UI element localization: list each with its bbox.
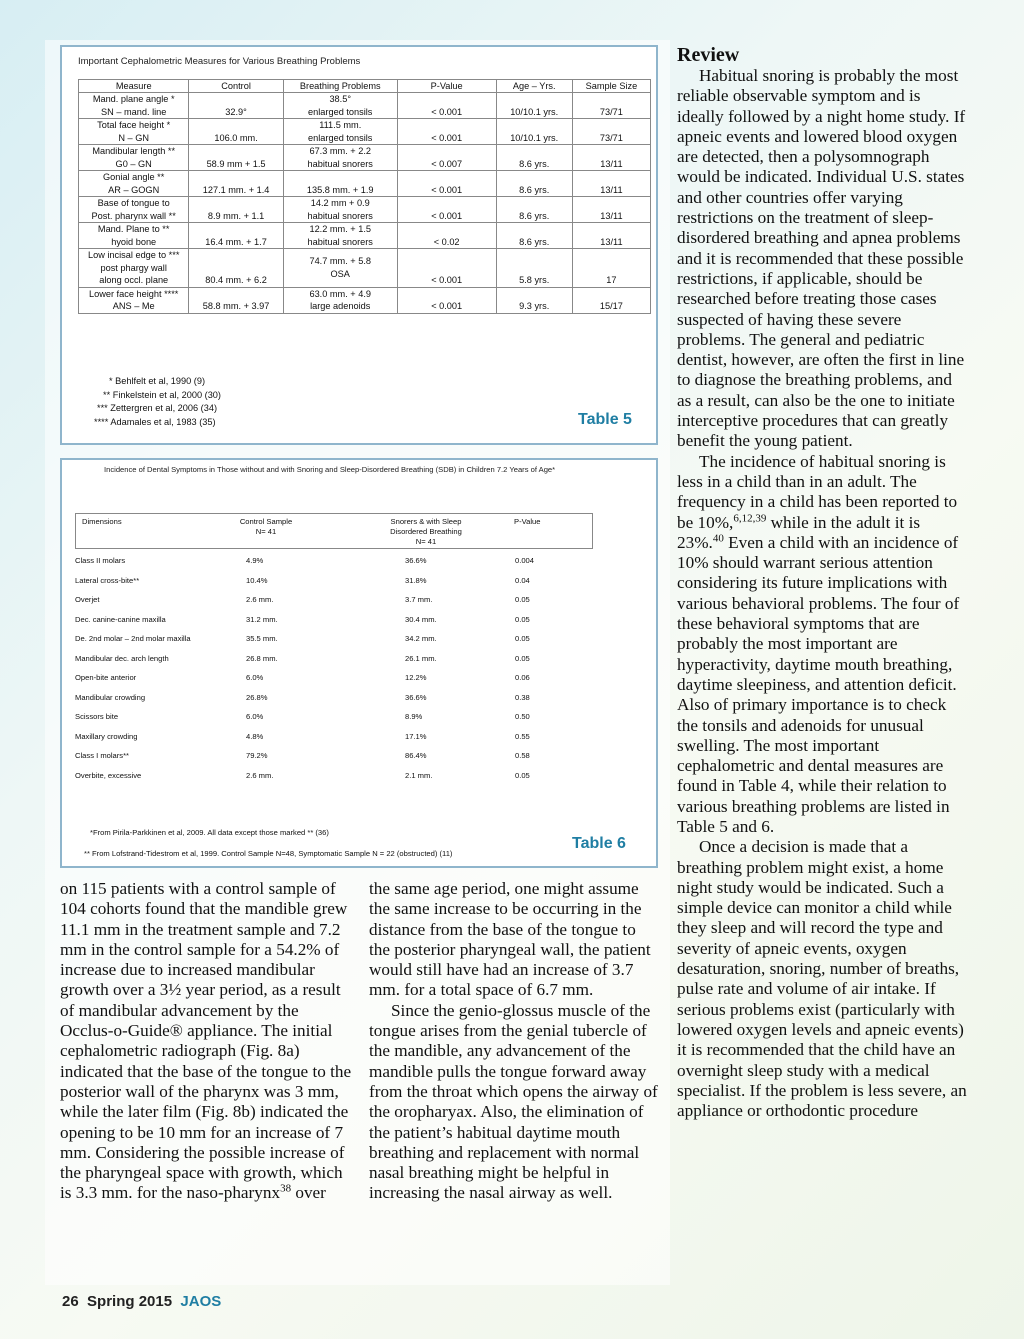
p-value-cell: < 0.001	[397, 93, 496, 119]
paragraph	[677, 452, 969, 838]
measure-cell-line: post phargy wall	[100, 262, 167, 273]
problems-cell-line: habitual snorers	[307, 236, 373, 247]
snorers-cell: 36.6%	[405, 692, 427, 702]
p-value-cell: < 0.001	[397, 197, 496, 223]
footnote: ** Finkelstein et al, 2000 (30)	[103, 389, 221, 400]
table-row	[75, 576, 615, 588]
snorers-cell: 12.2%	[405, 673, 427, 682]
measure-cell	[79, 93, 189, 119]
dimension-cell: Dec. canine-canine maxilla	[75, 614, 166, 624]
dimension-cell: Scissors bite	[75, 712, 119, 721]
sample-size-cell: 13/11	[572, 197, 650, 223]
table-row	[79, 197, 651, 223]
measure-cell-line: Mand. Plane to **	[97, 224, 170, 234]
text-column-1	[60, 879, 352, 1204]
p-value-cell: < 0.001	[397, 287, 496, 313]
dimension-cell: Overbite, excessive	[75, 770, 142, 780]
table-6-title: Incidence of Dental Symptoms in Those without and with Snoring and Sleep-Disordered Breathing (SDB) in Children 7.2 Years of Age*	[104, 465, 556, 474]
p-value-cell: 0.05	[515, 653, 530, 663]
control-cell: 58.9 mm + 1.5	[189, 145, 283, 171]
measure-cell-line: AR – GOGN	[108, 184, 160, 195]
paragraph-text: on 115 patients with a control sample of 104 cohorts found that the mandible grew 11.1 mm in the treatment sample and 7.2 mm in the control sample for a 54.2% of increase due to increased mandibular growth over a 3½ year period, as a result of mandibular advancement by the Occlus-o-Guide® appliance. The initial cephalometric radiograph (Fig. 8a) indicated that the base of the tongue to the posterior wall of the pharynx was 3 mm, while the later film (Fig. 8b) indicated the opening to be 10 mm for an increase of 7 mm. Considering the possible increase of the pharyngeal space with growth, which is 3.3 mm. for the naso-pharynx	[60, 879, 352, 1203]
problems-cell	[283, 197, 397, 223]
snorers-cell: 30.4 mm.	[405, 614, 437, 624]
control-cell: 106.0 mm.	[189, 119, 283, 145]
dimension-cell: Overjet	[75, 595, 100, 604]
table-row	[75, 771, 615, 783]
p-value-cell: 0.50	[515, 712, 530, 721]
footnote: *From Pirila-Parkkinen et al, 2009. All data except those marked ** (36)	[90, 828, 329, 837]
header-snorers-line: N= 41	[415, 537, 437, 546]
citation: 40	[712, 532, 724, 545]
measure-cell-line: Gonial angle **	[103, 172, 165, 182]
citation: 6,12,39	[733, 511, 767, 524]
problems-cell-line: 14.2 mm + 0.9	[310, 198, 370, 208]
age-cell: 9.3 yrs.	[496, 287, 572, 313]
table-row	[79, 145, 651, 171]
table-6-header	[75, 513, 593, 549]
control-cell: 26.8%	[246, 692, 268, 702]
paragraph: the same age period, one might assume the same increase to be occurring in the distance from the base of the tongue to the posterior pharyngeal wall, the patient would still have had an increase of 3.7 mm. for a total space of 6.7 mm.	[369, 879, 651, 1000]
control-cell: 8.9 mm. + 1.1	[189, 197, 283, 223]
table-row	[79, 223, 651, 249]
header-p-value: P-Value	[514, 517, 541, 526]
problems-cell-line: habitual snorers	[307, 210, 373, 221]
age-cell: 8.6 yrs.	[496, 145, 572, 171]
table-row	[79, 287, 651, 313]
footnote: * Behlfelt et al, 1990 (9)	[109, 376, 206, 386]
problems-cell-line: OSA	[330, 268, 350, 279]
p-value-cell: 0.05	[515, 614, 530, 624]
problems-cell-line: 38.5°	[329, 94, 351, 104]
paragraph: Since the genio-glossus muscle of the tongue arises from the genial tubercle of the mandible, any advancement of the mandible pulls the tongue forward away from the throat which opens the airway of the oropharyax. Also, the elimination of the patient’s habitual daytime mouth breathing and replacement with normal nasal breathing might be helpful in increasing the nasal airway as well.	[369, 1000, 658, 1203]
table-5-footnotes	[94, 375, 221, 429]
control-cell: 10.4%	[246, 575, 268, 585]
measure-cell-line: Mandibular length **	[92, 146, 176, 156]
table-row	[79, 249, 651, 288]
header-snorers-line: Disordered Breathing	[390, 527, 462, 536]
p-value-cell: < 0.02	[397, 223, 496, 249]
measure-cell-line: Total face height *	[97, 120, 171, 130]
problems-cell-line: 12.2 mm. + 1.5	[309, 224, 371, 234]
sample-size-cell: 13/11	[572, 171, 650, 197]
header-control	[226, 517, 306, 537]
problems-cell	[283, 287, 397, 313]
problems-cell-line: enlarged tonsils	[308, 106, 373, 117]
dimension-cell: Lateral cross-bite**	[75, 575, 140, 585]
table-6-label: Table 6	[572, 835, 626, 852]
p-value-cell: 0.38	[515, 692, 530, 702]
sample-size-cell: 13/11	[572, 145, 650, 171]
p-value-cell: 0.004	[515, 556, 535, 565]
problems-cell-line: enlarged tonsils	[308, 132, 373, 143]
p-value-cell: 0.05	[515, 634, 530, 643]
measure-cell	[79, 287, 189, 313]
control-cell: 4.8%	[246, 731, 264, 741]
paragraph-text: over	[291, 1183, 326, 1203]
table-5-header: Measure	[79, 80, 189, 93]
dimension-cell: De. 2nd molar – 2nd molar maxilla	[75, 634, 191, 643]
age-cell: 8.6 yrs.	[496, 197, 572, 223]
measure-cell-line: along occl. plane	[99, 275, 169, 285]
dimension-cell: Class II molars	[75, 556, 126, 565]
header-snorers-line: Snorers & with Sleep	[390, 517, 462, 526]
dimension-cell: Maxillary crowding	[75, 731, 138, 741]
snorers-cell: 31.8%	[405, 575, 427, 585]
problems-cell	[283, 249, 397, 288]
age-cell: 5.8 yrs.	[496, 249, 572, 288]
control-cell: 16.4 mm. + 1.7	[189, 223, 283, 249]
footnote: ** From Lofstrand-Tidestrom et al, 1999. Control Sample N=48, Symptomatic Sample N = 22 (obstructed) (11)	[84, 849, 453, 858]
table-row	[75, 615, 615, 627]
p-value-cell: 0.04	[515, 575, 530, 585]
p-value-cell: 0.58	[515, 751, 530, 760]
problems-cell	[283, 145, 397, 171]
problems-cell	[283, 171, 397, 197]
table-row	[75, 634, 615, 646]
measure-cell-line: Post. pharynx wall **	[91, 210, 176, 221]
p-value-cell: < 0.001	[397, 249, 496, 288]
table-row	[75, 673, 615, 685]
age-cell: 8.6 yrs.	[496, 171, 572, 197]
page-number: 26	[62, 1293, 79, 1310]
problems-cell-line	[286, 171, 395, 184]
measure-cell-line: G0 – GN	[115, 158, 152, 169]
table-6	[60, 458, 658, 868]
table-row	[75, 654, 615, 666]
problems-cell-line: 74.7 mm. + 5.8	[309, 256, 371, 267]
snorers-cell: 26.1 mm.	[405, 653, 437, 663]
table-5-grid	[78, 79, 651, 314]
table-row	[75, 712, 615, 724]
header-snorers	[376, 517, 476, 547]
journal-name: JAOS	[180, 1293, 222, 1310]
paragraph: Habitual snoring is probably the most reliable observable symptom and is ideally followed by a night home study. If apneic events and lowered blood oxygen are detected, then a polysomnograph would be indicated. Individual U.S. states and other countries offer varying restrictions on the treatment of sleep-disordered breathing and apnea problems and it is recommended that these possible restrictions, if applicable, should be researched before treating those cases suspected of having these severe problems. The general and pediatric dentist, however, are often the first in line to diagnose the breathing problems, and as a result, can also be the one to initiate interceptive procedures that can greatly benefit the young patient.	[677, 66, 966, 451]
snorers-cell: 17.1%	[405, 731, 427, 741]
problems-cell-line: habitual snorers	[307, 158, 373, 169]
snorers-cell: 86.4%	[405, 751, 427, 760]
snorers-cell: 34.2 mm.	[405, 634, 437, 643]
control-cell: 6.0%	[246, 673, 264, 682]
dimension-cell: Mandibular crowding	[75, 692, 146, 702]
sample-size-cell: 15/17	[572, 287, 650, 313]
sample-size-cell: 13/11	[572, 223, 650, 249]
control-cell: 6.0%	[246, 712, 264, 721]
sample-size-cell: 17	[572, 249, 650, 288]
sample-size-cell: 73/71	[572, 93, 650, 119]
p-value-cell: < 0.001	[397, 171, 496, 197]
measure-cell-line: Lower face height ****	[88, 288, 179, 299]
table-row	[75, 693, 615, 705]
measure-cell-line: N – GN	[118, 132, 149, 143]
problems-cell-line: 67.3 mm. + 2.2	[309, 146, 371, 156]
header-control-line: N= 41	[255, 527, 277, 536]
control-cell: 26.8 mm.	[246, 653, 278, 663]
table-row	[75, 751, 615, 763]
measure-cell	[79, 223, 189, 249]
table-row	[79, 119, 651, 145]
citation: 38	[280, 1182, 292, 1195]
p-value-cell: < 0.001	[397, 119, 496, 145]
table-row	[79, 93, 651, 119]
control-cell: 31.2 mm.	[246, 614, 278, 624]
table-5-header: Age – Yrs.	[496, 80, 572, 93]
control-cell: 35.5 mm.	[246, 634, 278, 643]
snorers-cell: 36.6%	[405, 556, 427, 565]
table-5-header: Sample Size	[572, 80, 650, 93]
page-footer	[62, 1293, 221, 1310]
paragraph-text: Even a child with an incidence of 10% should warrant serious attention considering its future implications with various behavioral problems. The four of these behavioral symptoms that are probably the most important are hyperactivity, daytime mouth breathing, daytime sleepiness, and attention deficit. Also of primary importance is to check the tonsils and adenoids for unusual swelling. The most important cephalometric and dental measures are found in Table 4, while their relation to various breathing problems are listed in Table 5 and 6.	[677, 532, 960, 836]
paragraph-text: The incidence of habitual snoring is less in a child than in an adult. The frequency in a child has been reported to be 10%,	[677, 451, 958, 532]
measure-cell	[79, 171, 189, 197]
p-value-cell: 0.06	[515, 673, 530, 682]
age-cell: 10/10.1 yrs.	[496, 93, 572, 119]
control-cell: 79.2%	[246, 751, 268, 760]
footnote: **** Adamales et al, 1983 (35)	[94, 416, 216, 427]
table-row	[79, 171, 651, 197]
table-row	[75, 556, 615, 568]
measure-cell	[79, 145, 189, 171]
table-row	[75, 595, 615, 607]
text-column-2	[369, 879, 661, 1204]
control-cell: 58.8 mm. + 3.97	[189, 287, 283, 313]
problems-cell	[283, 223, 397, 249]
table-5-label: Table 5	[578, 411, 632, 428]
measure-cell-line: ANS – Me	[112, 301, 155, 311]
table-5-header: Breathing Problems	[283, 80, 397, 93]
measure-cell-line: SN – mand. line	[101, 106, 167, 117]
dimension-cell: Class I molars**	[75, 751, 130, 760]
table-row	[75, 732, 615, 744]
sample-size-cell: 73/71	[572, 119, 650, 145]
measure-cell	[79, 249, 189, 288]
dimension-cell: Mandibular dec. arch length	[75, 653, 169, 663]
issue: Spring 2015	[87, 1293, 173, 1310]
measure-cell-line: Mand. plane angle *	[92, 94, 175, 104]
control-cell: 80.4 mm. + 6.2	[189, 249, 283, 288]
problems-cell-line: 63.0 mm. + 4.9	[309, 288, 371, 299]
control-cell: 2.6 mm.	[246, 770, 274, 780]
text-column-3	[677, 44, 969, 1121]
control-cell: 2.6 mm.	[246, 595, 274, 604]
table-5-header: P-Value	[397, 80, 496, 93]
footnote: *** Zettergren et al, 2006 (34)	[97, 403, 218, 413]
paragraph: Once a decision is made that a breathing problem might exist, a home night study would be indicated. Such a simple device can monitor a child while they sleep and will record the type and severity of apneic events, oxygen desaturation, snoring, number of breaths, pulse rate and volume of air intake. If serious problems exist (particularly with lowered oxygen levels and apneic events) it is recommended that the child have an overnight sleep study with a medical specialist. If the problem is less severe, an appliance or orthodontic procedure	[677, 837, 967, 1121]
paragraph	[60, 879, 352, 1204]
control-cell: 4.9%	[246, 556, 264, 565]
header-dimensions: Dimensions	[82, 517, 122, 526]
problems-cell	[283, 93, 397, 119]
snorers-cell: 3.7 mm.	[405, 595, 433, 604]
snorers-cell: 8.9%	[405, 712, 423, 721]
table-5-header: Control	[189, 80, 283, 93]
measure-cell-line: Low incisal edge to ***	[87, 250, 180, 260]
header-control-line: Control Sample	[239, 517, 293, 526]
control-cell: 32.9°	[189, 93, 283, 119]
problems-cell	[283, 119, 397, 145]
age-cell: 10/10.1 yrs.	[496, 119, 572, 145]
p-value-cell: 0.55	[515, 731, 530, 741]
section-heading: Review	[677, 44, 740, 66]
problems-cell-line: 111.5 mm.	[319, 120, 362, 130]
p-value-cell: < 0.007	[397, 145, 496, 171]
measure-cell-line: Base of tongue to	[97, 198, 170, 208]
problems-cell-line: large adenoids	[310, 301, 371, 311]
measure-cell	[79, 197, 189, 223]
problems-cell-line: 135.8 mm. + 1.9	[306, 184, 374, 195]
p-value-cell: 0.05	[515, 770, 530, 780]
table-5	[60, 45, 658, 445]
table-5-title: Important Cephalometric Measures for Various Breathing Problems	[78, 56, 361, 67]
paragraph-text: while in the adult it is 23%.	[677, 512, 921, 552]
control-cell: 127.1 mm. + 1.4	[189, 171, 283, 197]
p-value-cell: 0.05	[515, 595, 530, 604]
age-cell: 8.6 yrs.	[496, 223, 572, 249]
dimension-cell: Open-bite anterior	[75, 673, 137, 682]
measure-cell-line: hyoid bone	[111, 236, 157, 247]
measure-cell	[79, 119, 189, 145]
snorers-cell: 2.1 mm.	[405, 770, 433, 780]
